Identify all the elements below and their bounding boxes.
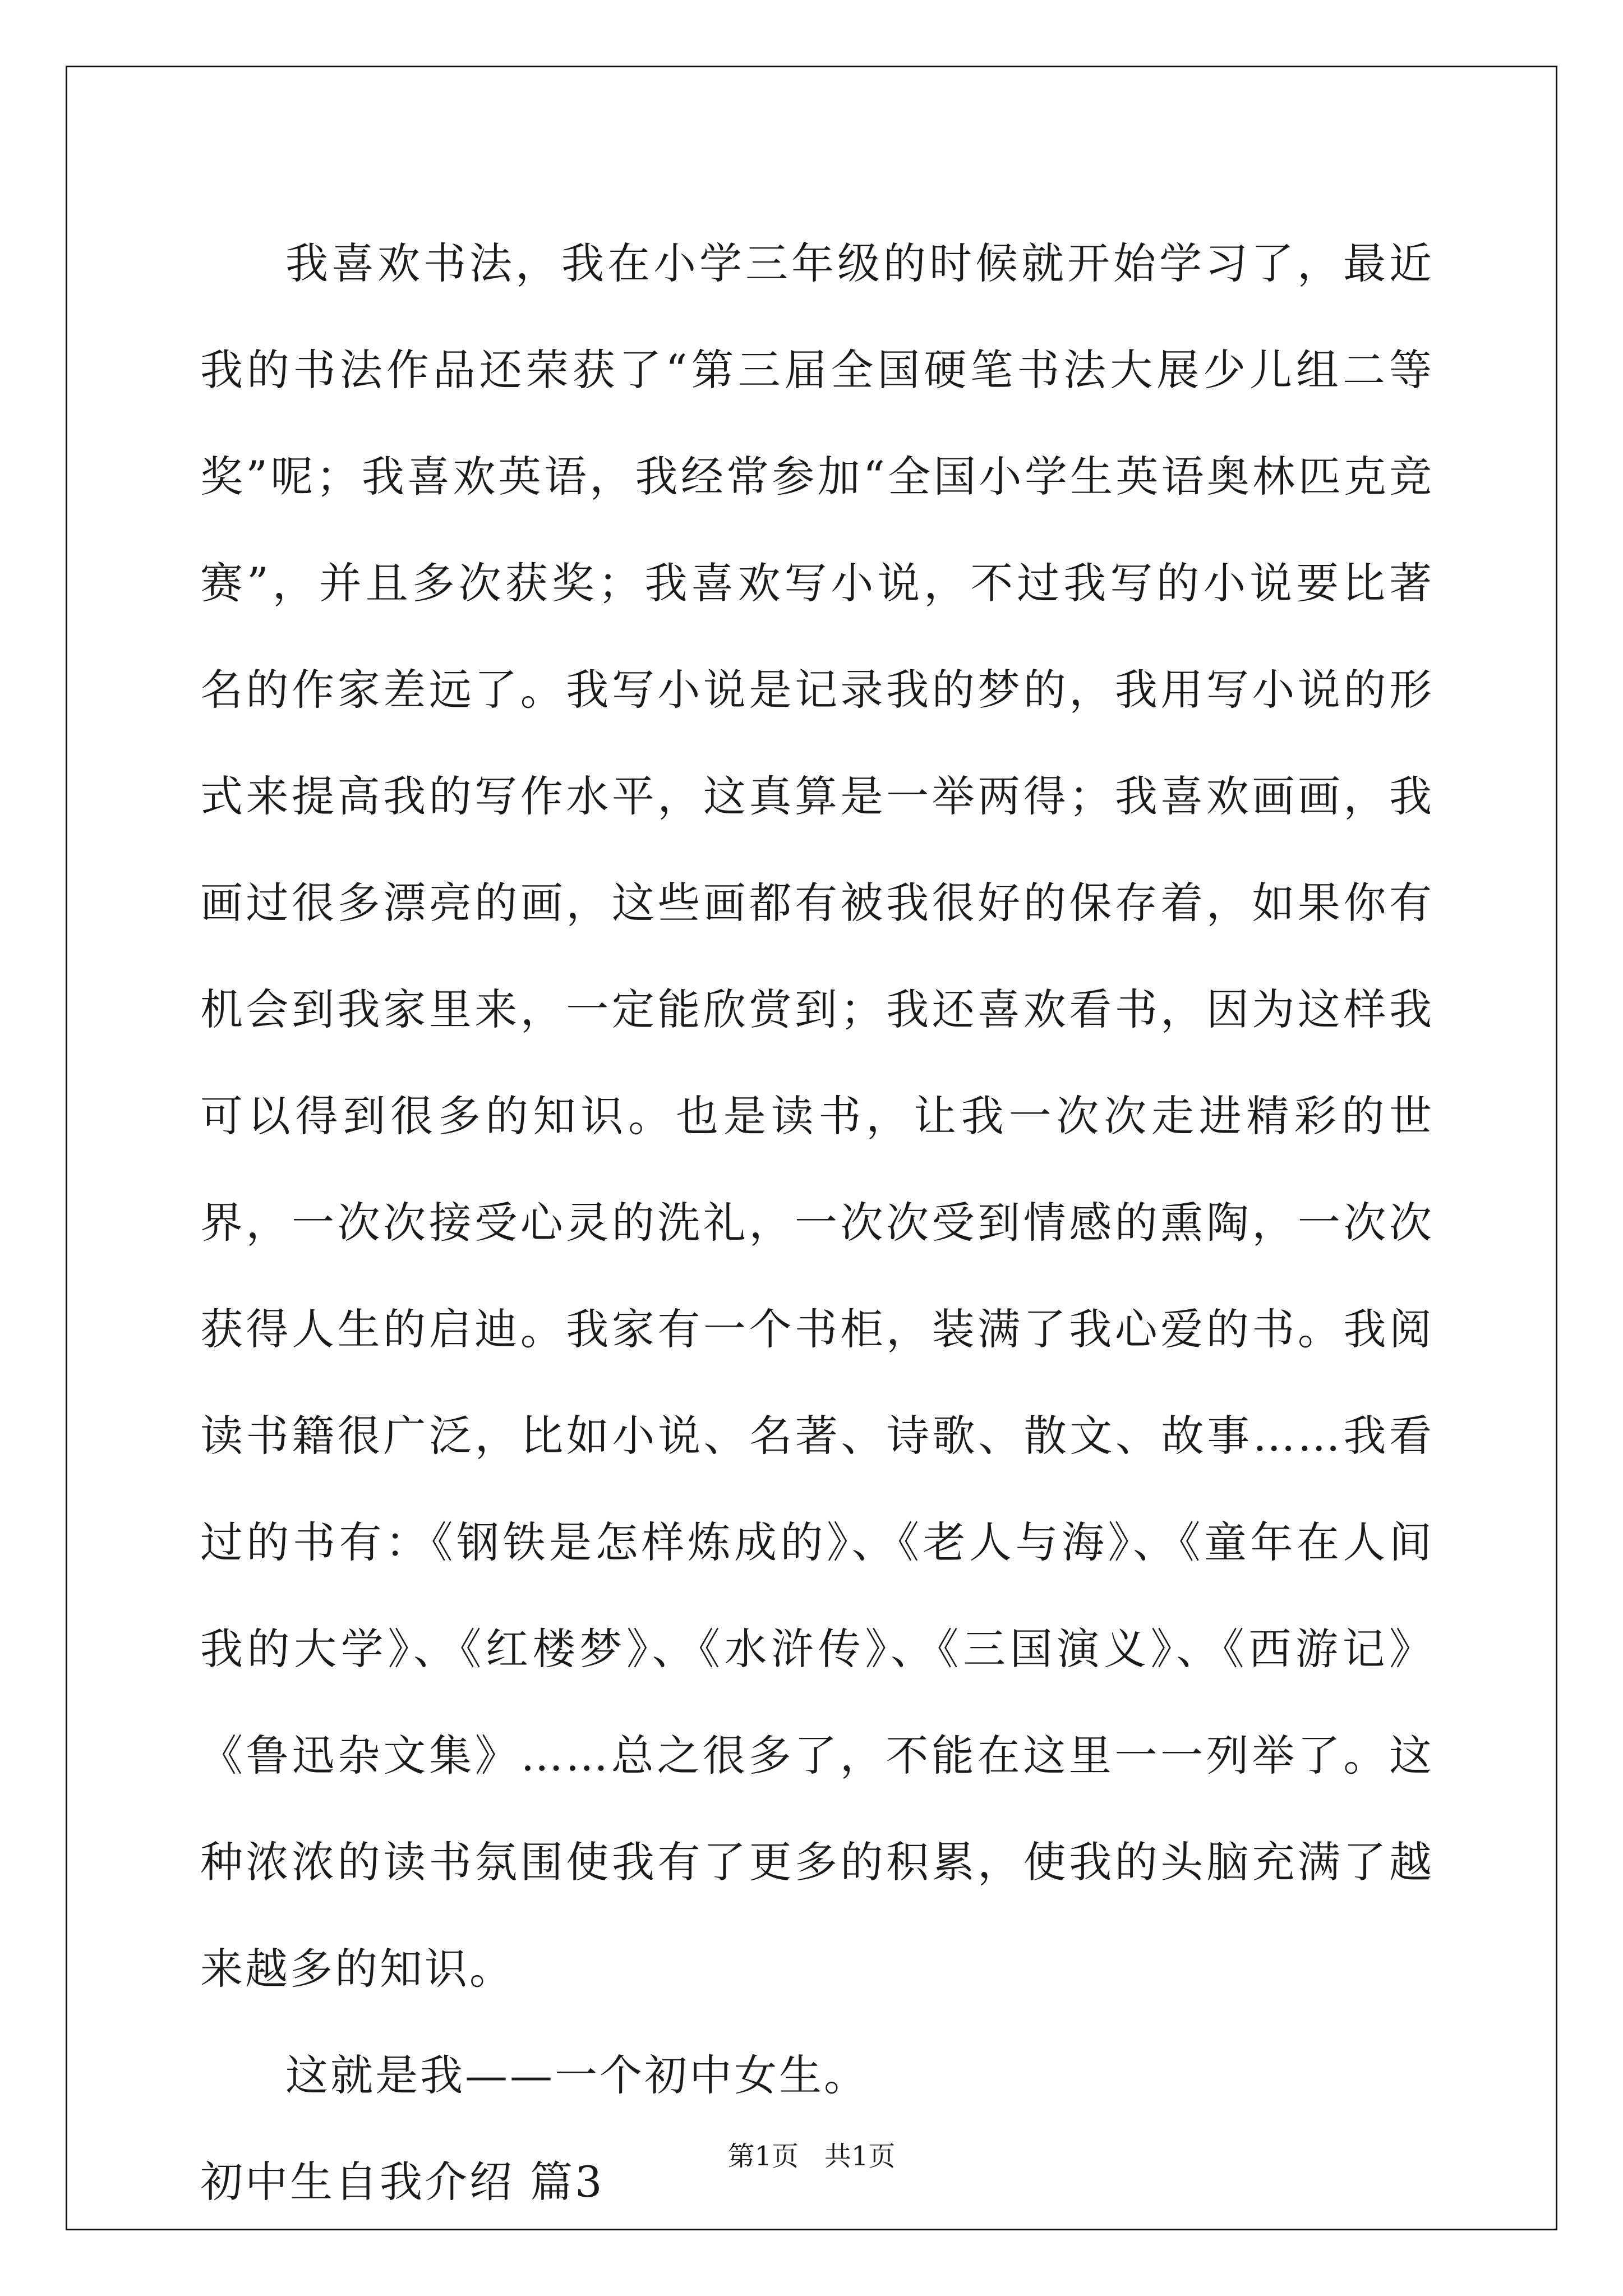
section-heading: 初中生自我介绍 篇3 xyxy=(200,2157,605,2207)
document-body xyxy=(200,210,1434,2235)
paragraph-closing: 这就是我——一个初中女生。 xyxy=(285,2050,869,2100)
page-footer xyxy=(0,2134,1623,2173)
paragraph-hobbies: 我喜欢书法，我在小学三年级的时候就开始学习了，最近我的书法作品还荣获了“第三届全国硬笔书法大展少儿组二等奖”呢；我喜欢英语，我经常参加“全国小学生英语奥林匹克竞赛”，并且多次获奖；我喜欢写小说，不过我写的小说要比著名的作家差远了。我写小说是记录我的梦的，我用写小说的形式来提高我的写作水平，这真算是一举两得；我喜欢画画，我画过很多漂亮的画，这些画都有被我很好的保存着，如果你有机会到我家里来，一定能欣赏到；我还喜欢看书，因为这样我可以得到很多的知识。也是读书，让我一次次走进精彩的世界，一次次接受心灵的洗礼，一次次受到情感的熏陶，一次次获得人生的启迪。我家有一个书柜，装满了我心爱的书。我阅读书籍很广泛，比如小说、名著、诗歌、散文、故事……我看过的书有：《钢铁是怎样炼成的》、《老人与海》、《童年在人间我的大学》、《红楼梦》、《水浒传》、《三国演义》、《西游记》《鲁迅杂文集》……总之很多了，不能在这里一一列举了。这种浓浓的读书氛围使我有了更多的积累，使我的头脑充满了越来越多的知识。 xyxy=(200,238,1434,1994)
page-number: 第1页 xyxy=(727,2141,799,2172)
page-total: 共1页 xyxy=(824,2141,896,2172)
